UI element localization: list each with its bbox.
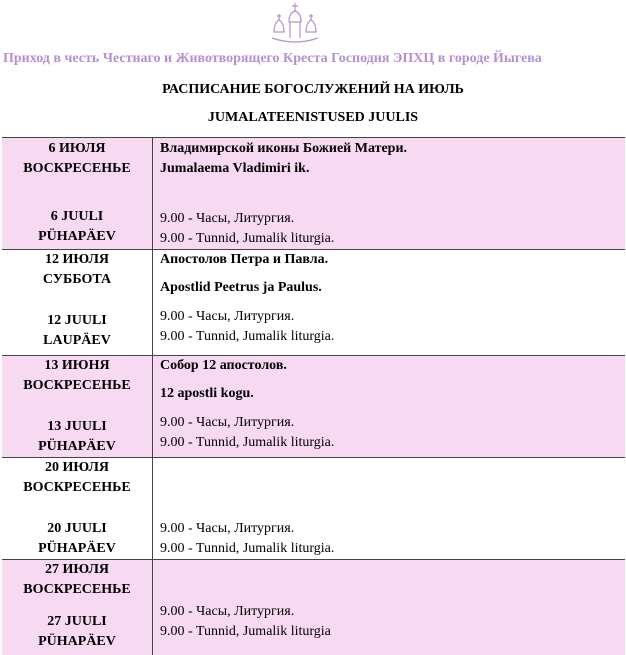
day-et: LAUPÄEV	[43, 333, 111, 348]
date-et: 12 JUULI	[47, 313, 107, 328]
service-et: 9.00 - Tunnid, Jumalik liturgia.	[160, 541, 335, 556]
service-ru: 9.00 - Часы, Литургия.	[160, 415, 295, 430]
service-ru: 9.00 - Часы, Литургия.	[160, 211, 295, 226]
day-et: PÜHAPÄEV	[38, 439, 116, 454]
date-ru: 27 ИЮЛЯ	[45, 562, 109, 577]
schedule-table	[2, 137, 625, 655]
schedule-row	[2, 250, 625, 356]
service-et: 9.00 - Tunnid, Jumalik liturgia.	[160, 231, 335, 246]
schedule-row	[2, 458, 625, 560]
service-ru: 9.00 - Часы, Литургия.	[160, 521, 295, 536]
date-et: 27 JUULI	[47, 614, 107, 629]
day-et: PÜHAPÄEV	[38, 634, 116, 649]
schedule-row	[2, 560, 625, 655]
schedule-title-et: JUMALATEENISTUSED JUULIS	[207, 110, 419, 125]
day-ru: ВОСКРЕСЕНЬЕ	[23, 378, 131, 393]
feast-et: Apostlid Peetrus ja Paulus.	[160, 280, 322, 295]
date-et: 20 JUULI	[47, 521, 107, 536]
day-ru: СУББОТА	[42, 272, 112, 287]
date-ru: 12 ИЮЛЯ	[45, 252, 109, 267]
day-ru: ВОСКРЕСЕНЬЕ	[23, 480, 131, 495]
feast-ru: Собор 12 апостолов.	[160, 358, 287, 373]
schedule-row	[2, 138, 625, 250]
date-ru: 13 ИЮНЯ	[44, 358, 110, 373]
feast-ru: Апостолов Петра и Павла.	[160, 252, 329, 267]
service-et: 9.00 - Tunnid, Jumalik liturgia	[160, 624, 331, 639]
schedule-title-ru: РАСПИСАНИЕ БОГОСЛУЖЕНИЙ НА ИЮЛЬ	[162, 82, 464, 97]
service-ru: 9.00 - Часы, Литургия.	[160, 309, 295, 324]
date-et: 6 JUULI	[50, 209, 104, 224]
date-et: 13 JUULI	[47, 419, 107, 434]
schedule-row	[2, 356, 625, 458]
church-domes-logo	[268, 2, 322, 46]
feast-ru: Владимирской иконы Божией Матери.	[160, 141, 408, 156]
day-ru: ВОСКРЕСЕНЬЕ	[23, 582, 131, 597]
day-et: PÜHAPÄEV	[38, 229, 116, 244]
day-ru: ВОСКРЕСЕНЬЕ	[23, 161, 131, 176]
feast-et: Jumalaema Vladimiri ik.	[160, 161, 310, 176]
feast-et: 12 apostli kogu.	[160, 386, 254, 401]
service-ru: 9.00 - Часы, Литургия.	[160, 604, 295, 619]
service-et: 9.00 - Tunnid, Jumalik liturgia.	[160, 435, 335, 450]
date-ru: 6 ИЮЛЯ	[48, 141, 106, 156]
day-et: PÜHAPÄEV	[38, 541, 116, 556]
parish-name: Приход в честь Честнаго и Животворящего Креста Господня ЭПХЦ в городе Йыгева	[3, 51, 542, 66]
date-ru: 20 ИЮЛЯ	[45, 460, 109, 475]
service-et: 9.00 - Tunnid, Jumalik liturgia.	[160, 329, 335, 344]
